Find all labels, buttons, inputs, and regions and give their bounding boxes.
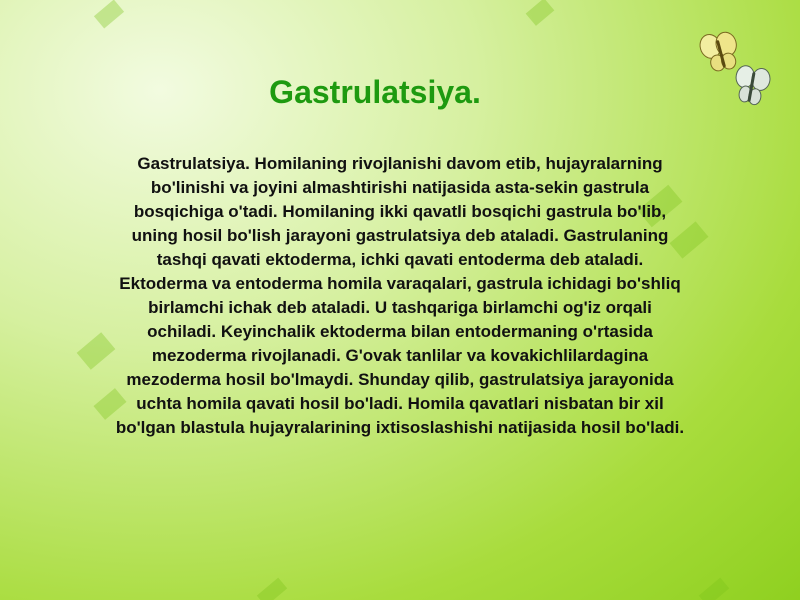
- slide-title: Gastrulatsiya.: [269, 74, 481, 110]
- slide-body-text: Gastrulatsiya. Homilaning rivojlanishi davom etib, hujayralarning bo'linishi va joyini almashtirishi natijasida asta-sekin gastrula bosqichiga o'tadi. Homilaning ikki qavatli bosqichi gastrula bo'lib, uning hosil bo'lish jarayoni gastrulatsiya deb ataladi. Gastrulaning tashqi qavati ektoderma, ichki qavati entoderma deb ataladi. Ektoderma va entoderma homila varaqalari, gastrula ichidagi bo'shliq birlamchi ichak deb ataladi. U tashqariga birlamchi og'iz orqali ochiladi. Keyinchalik ektoderma bilan entodermaning o'rtasida mezoderma rivojlanadi. G'ovak tanlilar va kovakichlilardagina mezoderma hosil bo'lmaydi. Shunday qilib, gastrulatsiya jarayonida uchta homila qavati hosil bo'ladi. Homila qavatlari nisbatan bir xil bo'lgan blastula hujayralarining ixtisoslashishi natijasida hosil bo'ladi.: [115, 154, 685, 437]
